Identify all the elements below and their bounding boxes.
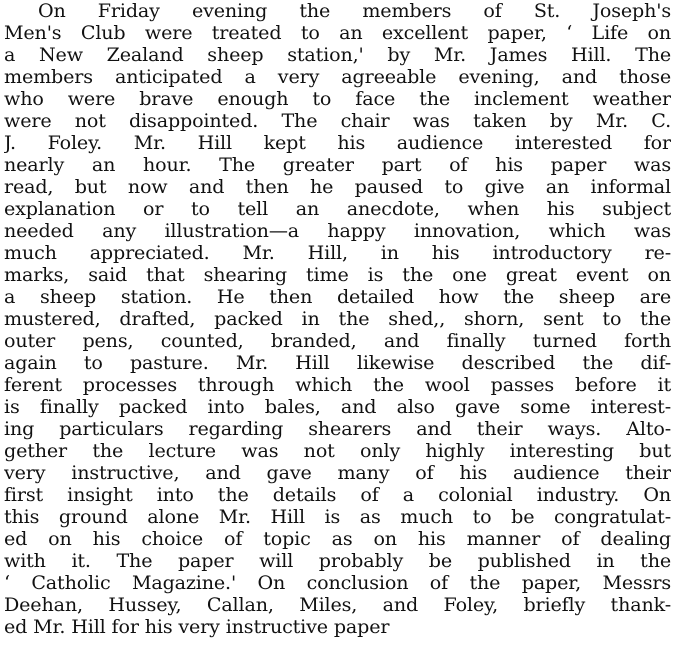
text-line: again to pasture. Mr. Hill likewise described the dif- bbox=[4, 352, 671, 374]
text-line: were not disappointed. The chair was taken by Mr. C. bbox=[4, 110, 671, 132]
text-line: a sheep station. He then detailed how the sheep are bbox=[4, 286, 671, 308]
text-line: read, but now and then he paused to give an informal bbox=[4, 176, 671, 198]
text-line: ed Mr. Hill for his very instructive paper bbox=[4, 616, 390, 638]
text-line: nearly an hour. The greater part of his paper was bbox=[4, 154, 671, 176]
text-line: marks, said that shearing time is the one great event on bbox=[4, 264, 671, 286]
text-line: Deehan, Hussey, Callan, Miles, and Foley, briefly thank- bbox=[4, 594, 671, 616]
text-line: a New Zealand sheep station,' by Mr. James Hill. The bbox=[4, 44, 671, 66]
text-line: this ground alone Mr. Hill is as much to be congratulat- bbox=[4, 506, 671, 528]
text-line: very instructive, and gave many of his audience their bbox=[4, 462, 671, 484]
text-line: gether the lecture was not only highly interesting but bbox=[4, 440, 671, 462]
text-line: needed any illustration—a happy innovation, which was bbox=[4, 220, 671, 242]
text-line: On Friday evening the members of St. Joseph's bbox=[38, 0, 671, 22]
text-line: ‘ Catholic Magazine.' On conclusion of the paper, Messrs bbox=[4, 572, 671, 594]
text-line: first insight into the details of a colonial industry. On bbox=[4, 484, 671, 506]
text-line: explanation or to tell an anecdote, when his subject bbox=[4, 198, 671, 220]
text-line: outer pens, counted, branded, and finally turned forth bbox=[4, 330, 671, 352]
text-line: who were brave enough to face the inclement weather bbox=[4, 88, 671, 110]
text-line: with it. The paper will probably be published in the bbox=[4, 550, 671, 572]
text-line: ing particulars regarding shearers and their ways. Alto- bbox=[4, 418, 671, 440]
text-line: ed on his choice of topic as on his manner of dealing bbox=[4, 528, 671, 550]
text-line: much appreciated. Mr. Hill, in his introductory re- bbox=[4, 242, 671, 264]
text-line: mustered, drafted, packed in the shed,, shorn, sent to the bbox=[4, 308, 671, 330]
text-line: members anticipated a very agreeable evening, and those bbox=[4, 66, 671, 88]
text-line: J. Foley. Mr. Hill kept his audience interested for bbox=[4, 132, 671, 154]
text-line: Men's Club were treated to an excellent paper, ‘ Life on bbox=[4, 22, 671, 44]
text-line: ferent processes through which the wool passes before it bbox=[4, 374, 671, 396]
text-line: is finally packed into bales, and also gave some interest- bbox=[4, 396, 671, 418]
